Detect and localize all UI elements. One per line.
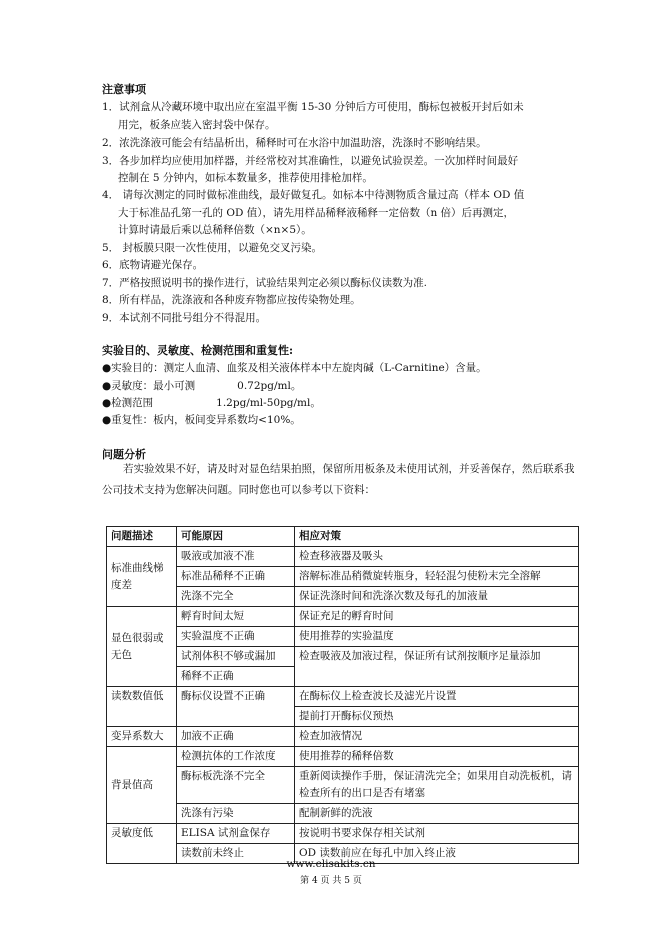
solution-cell: OD 读数前应在每孔中加入终止液 bbox=[295, 844, 579, 864]
solution-cell: 使用推荐的实验温度 bbox=[295, 627, 579, 647]
problem-cell: 灵敏度低 bbox=[107, 824, 177, 864]
cause-cell: 试剂体积不够或漏加 bbox=[177, 647, 295, 667]
table-header: 相应对策 bbox=[295, 527, 579, 547]
table-row bbox=[107, 824, 579, 844]
problem-cell: 显色很弱或无色 bbox=[107, 607, 177, 687]
table-row bbox=[107, 687, 579, 707]
purpose-line: ●灵敏度：最小可测 0.72pg/ml。 bbox=[102, 380, 302, 392]
note-line: 7．严格按照说明书的操作进行，试验结果判定必须以酶标仪读数为准. bbox=[102, 277, 428, 289]
notes-heading: 注意事项 bbox=[102, 83, 146, 96]
table-row bbox=[107, 727, 579, 747]
solution-cell: 配制新鲜的洗液 bbox=[295, 804, 579, 824]
solution-cell: 提前打开酶标仪预热 bbox=[295, 707, 579, 727]
problems-heading: 问题分析 bbox=[102, 448, 146, 461]
solution-cell: 保证充足的孵育时间 bbox=[295, 607, 579, 627]
table-row bbox=[107, 607, 579, 627]
table-row bbox=[107, 547, 579, 567]
table-row bbox=[107, 804, 579, 824]
table-row bbox=[107, 647, 579, 667]
solution-cell: 保证洗涤时间和洗涤次数及每孔的加液量 bbox=[295, 587, 579, 607]
note-line: 9．本试剂不同批号组分不得混用。 bbox=[102, 312, 267, 324]
purpose-line: ●检测范围 1.2pg/ml-50pg/ml。 bbox=[102, 397, 321, 409]
table-header: 问题描述 bbox=[107, 527, 177, 547]
note-line: 8．所有样品，洗涤液和各种废弃物都应按传染物处理。 bbox=[102, 294, 361, 306]
solution-cell: 重新阅读操作手册，保证清洗完全；如果用自动洗板机，请检查所有的出口是否有堵塞 bbox=[295, 767, 579, 804]
purpose-heading: 实验目的、灵敏度、检测范围和重复性: bbox=[102, 344, 294, 357]
problem-cell: 背景值高 bbox=[107, 747, 177, 824]
page-number: 第 4 页 共 5 页 bbox=[300, 876, 362, 886]
note-line: 5． 封板膜只限一次性使用，以避免交叉污染。 bbox=[102, 242, 323, 254]
cause-cell: 检测抗体的工作浓度 bbox=[177, 747, 295, 767]
cause-cell: 加液不正确 bbox=[177, 727, 295, 747]
note-line: 计算时请最后乘以总稀释倍数（×n×5）。 bbox=[118, 224, 312, 236]
table-header-row bbox=[107, 527, 579, 547]
table-row bbox=[107, 627, 579, 647]
cause-cell: 酶标板洗涤不完全 bbox=[177, 767, 295, 804]
table-row bbox=[107, 747, 579, 767]
cause-cell: 吸液或加液不准 bbox=[177, 547, 295, 567]
problems-paragraph: 若实验效果不好，请及时对显色结果拍照，保留所用板条及未使用试剂，并妥善保存，然后联系我公司技术支持为您解决问题。同时您也可以参考以下资料： bbox=[102, 463, 575, 496]
solution-cell: 溶解标准品稍微旋转瓶身，轻轻混匀使粉末完全溶解 bbox=[295, 567, 579, 587]
troubleshooting-table bbox=[106, 526, 579, 864]
table-row bbox=[107, 767, 579, 804]
note-line: 用完，板条应装入密封袋中保存。 bbox=[118, 119, 276, 131]
solution-cell: 检查移液器及吸头 bbox=[295, 547, 579, 567]
cause-cell: 稀释不正确 bbox=[177, 667, 295, 687]
purpose-line: ●实验目的：测定人血清、血浆及相关液体样本中左旋肉碱（L-Carnitine）含量。 bbox=[102, 362, 487, 374]
table-header: 可能原因 bbox=[177, 527, 295, 547]
note-line: 6．底物请避光保存。 bbox=[102, 259, 204, 271]
solution-cell: 检查吸液及加液过程，保证所有试剂按顺序足量添加 bbox=[295, 647, 579, 687]
solution-cell: 按说明书要求保存相关试剂 bbox=[295, 824, 579, 844]
solution-cell: 在酶标仪上检查波长及滤光片设置 bbox=[295, 687, 579, 707]
note-line: 4． 请每次测定的同时做标准曲线，最好做复孔。如标本中待测物质含量过高（样本 OD 值 bbox=[102, 189, 525, 201]
cause-cell: 酶标仪设置不正确 bbox=[177, 687, 295, 727]
problem-cell: 标准曲线梯度差 bbox=[107, 547, 177, 607]
cause-cell: 洗涤有污染 bbox=[177, 804, 295, 824]
note-line: 1．试剂盒从冷藏环境中取出应在室温平衡 15-30 分钟后方可使用，酶标包被板开封后如未 bbox=[102, 101, 524, 113]
note-line: 2．浓洗涤液可能会有结晶析出，稀释时可在水浴中加温助溶，洗涤时不影响结果。 bbox=[102, 137, 487, 149]
purpose-line: ●重复性：板内，板间变异系数均<10%。 bbox=[102, 414, 301, 426]
solution-cell: 检查加液情况 bbox=[295, 727, 579, 747]
solution-cell: 使用推荐的稀释倍数 bbox=[295, 747, 579, 767]
note-line: 控制在 5 分钟内，如标本数量多，推荐使用排枪加样。 bbox=[118, 172, 373, 184]
problem-cell: 读数数值低 bbox=[107, 687, 177, 727]
note-line: 大于标准品孔第一孔的 OD 值），请先用样品稀释液稀释一定倍数（n 倍）后再测定， bbox=[118, 207, 515, 219]
table-row bbox=[107, 587, 579, 607]
footer-url: www.elisakits.cn bbox=[286, 858, 376, 870]
problem-cell: 变异系数大 bbox=[107, 727, 177, 747]
cause-cell: 读数前未终止 bbox=[177, 844, 295, 864]
cause-cell: 洗涤不完全 bbox=[177, 587, 295, 607]
note-line: 3．各步加样均应使用加样器，并经常校对其准确性，以避免试验误差。一次加样时间最好 bbox=[102, 155, 519, 167]
table-row bbox=[107, 567, 579, 587]
cause-cell: 实验温度不正确 bbox=[177, 627, 295, 647]
cause-cell: ELISA 试剂盒保存 bbox=[177, 824, 295, 844]
cause-cell: 孵育时间太短 bbox=[177, 607, 295, 627]
cause-cell: 标准品稀释不正确 bbox=[177, 567, 295, 587]
